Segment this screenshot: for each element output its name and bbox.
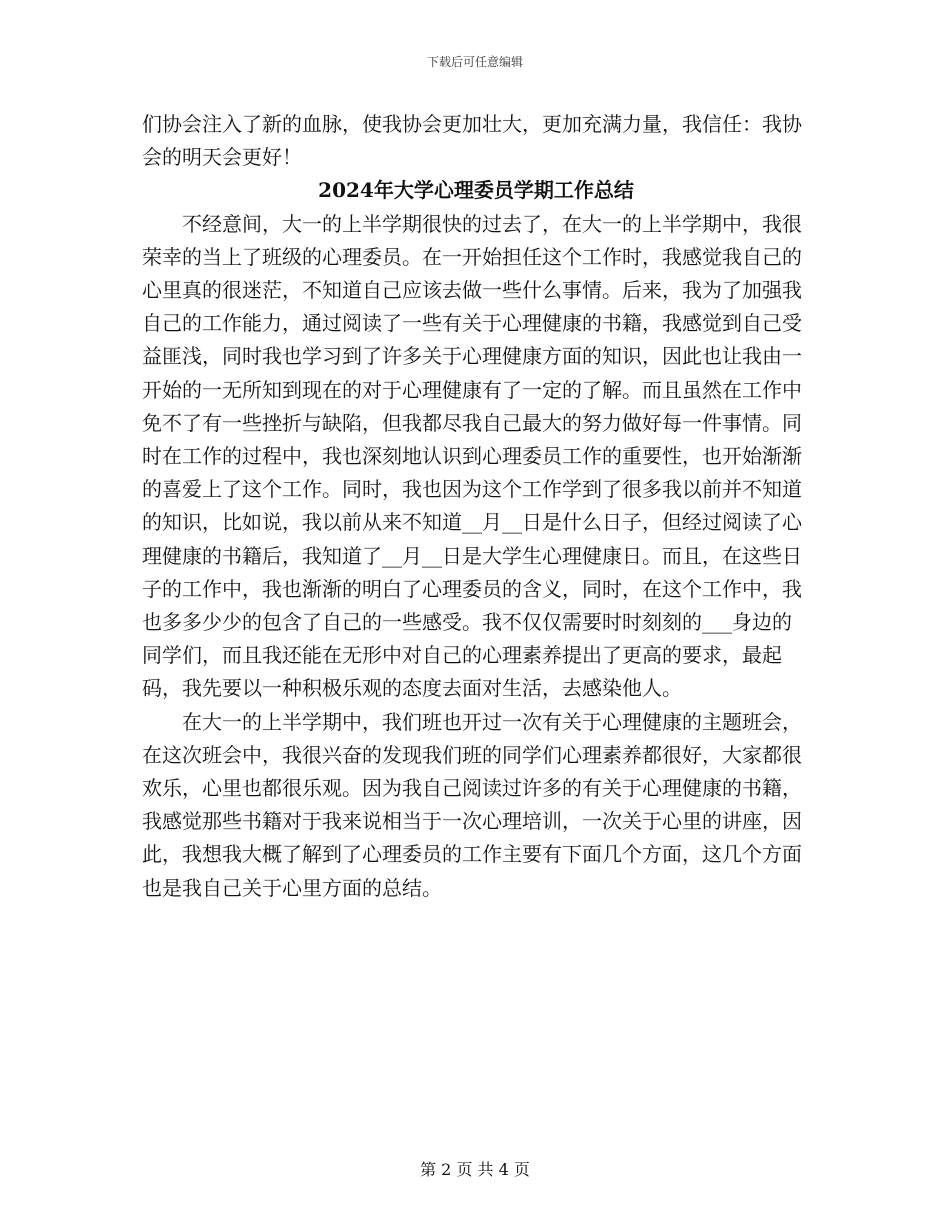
- intro-paragraph: 们协会注入了新的血脉，使我协会更加壮大，更加充满力量，我信任：我协会的明天会更好！: [142, 112, 802, 170]
- page-footer: 第 2 页 共 4 页: [420, 1160, 530, 1179]
- document-body: [142, 108, 810, 905]
- page-header: 下载后可任意编辑: [426, 55, 523, 69]
- body-paragraph-1: 不经意间，大一的上半学期很快的过去了，在大一的上半学期中，我很荣幸的当上了班级的心理委员。在一开始担任这个工作时，我感觉我自己的心里真的很迷茫，不知道自己应该去做一些什么事情。后来，我为了加强我自己的工作能力，通过阅读了一些有关于心理健康的书籍，我感觉到自己受益匪浅，同时我也学习到了许多关于心理健康方面的知识，因此也让我由一开始的一无所知到现在的对于心理健康有了一定的了解。而且虽然在工作中免不了有一些挫折与缺陷，但我都尽我自己最大的努力做好每一件事情。同时在工作的过程中，我也深刻地认识到心理委员工作的重要性，也开始渐渐的喜爱上了这个工作。同时，我也因为这个工作学到了很多我以前并不知道的知识，比如说，我以前从来不知道__月__日是什么日子，但经过阅读了心理健康的书籍后，我知道了__月__日是大学生心理健康日。而且，在这些日子的工作中，我也渐渐的明白了心理委员的含义，同时，在这个工作中，我也多多少少的包含了自己的一些感受。我不仅仅需要时时刻刻的___身边的同学们，而且我还能在无形中对自己的心理素养提出了更高的要求，最起码，我先要以一种积极乐观的态度去面对生活，去感染他人。: [142, 211, 802, 701]
- body-paragraph-2: 在大一的上半学期中，我们班也开过一次有关于心理健康的主题班会，在这次班会中，我很兴奋的发现我们班的同学们心理素养都很好，大家都很欢乐，心里也都很乐观。因为我自己阅读过许多的有关于心理健康的书籍，我感觉那些书籍对于我来说相当于一次心理培训，一次关于心里的讲座，因此，我想我大概了解到了心理委员的工作主要有下面几个方面，这几个方面也是我自己关于心里方面的总结。: [142, 709, 802, 900]
- document-title: 2024年大学心理委员学期工作总结: [318, 178, 634, 203]
